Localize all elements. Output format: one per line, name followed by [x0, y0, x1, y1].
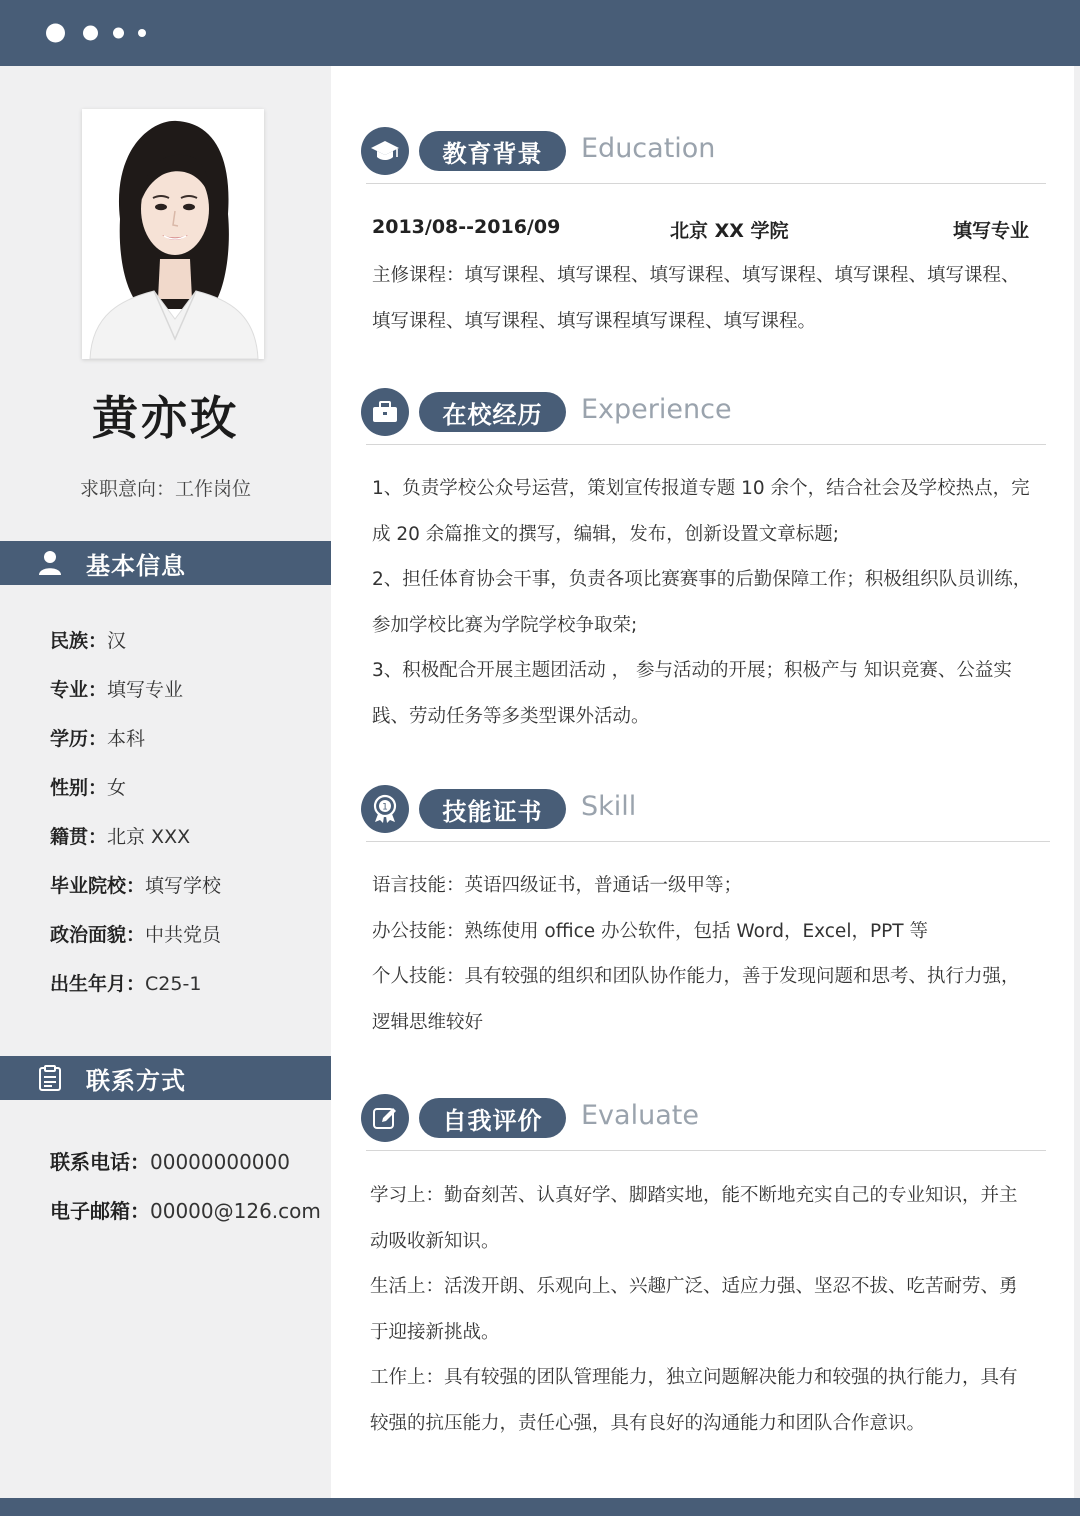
text-line: 动吸收新知识。	[370, 1230, 500, 1252]
dot-icon	[113, 28, 124, 39]
text-line: 于迎接新挑战。	[370, 1321, 500, 1343]
education-title: 教育背景	[419, 131, 566, 171]
clipboard-icon	[34, 1062, 66, 1094]
text-line: 2、担任体育协会干事，负责各项比赛赛事的后勤保障工作；积极组织队员训练，	[372, 569, 1032, 590]
info-key: 出生年月：	[50, 973, 146, 995]
svg-text:1: 1	[382, 802, 388, 813]
text-line: 逻辑思维较好	[372, 1011, 484, 1033]
text-line: 1、负责学校公众号运营，策划宣传报道专题 10 余个，结合社会及学校热点，完	[372, 478, 1030, 499]
info-gender	[50, 773, 126, 800]
graduation-cap-icon	[361, 127, 409, 175]
contact-value: 00000000000	[150, 1150, 290, 1174]
info-hometown	[50, 822, 190, 849]
evaluate-content	[370, 1173, 1042, 1446]
info-value: 女	[107, 777, 127, 799]
education-school: 北京 XX 学院	[670, 220, 789, 242]
evaluate-header	[361, 1094, 1046, 1144]
info-ethnicity	[50, 626, 126, 653]
skill-title: 技能证书	[419, 789, 566, 829]
contact-key: 联系电话：	[50, 1150, 150, 1174]
info-key: 民族：	[50, 630, 108, 652]
text-line: 主修课程：填写课程、填写课程、填写课程、填写课程、填写课程、填写课程、	[372, 265, 1020, 286]
info-value: 北京 XXX	[107, 826, 191, 848]
text-line: 较强的抗压能力，责任心强，具有良好的沟通能力和团队合作意识。	[370, 1412, 926, 1434]
education-major: 填写专业	[953, 220, 1030, 242]
basic-info-title: 基本信息	[86, 551, 186, 580]
text-line: 办公技能：熟练使用 office 办公软件，包括 Word，Excel，PPT 等	[372, 920, 928, 942]
info-key: 学历：	[50, 728, 108, 750]
dot-icon	[83, 26, 98, 41]
info-value: 中共党员	[145, 924, 222, 946]
user-icon	[34, 547, 66, 579]
top-bar	[0, 0, 1080, 66]
education-period: 2013/08--2016/09	[372, 216, 561, 238]
skill-content	[372, 863, 1044, 1045]
info-birth	[50, 969, 201, 996]
info-political	[50, 920, 221, 947]
info-key: 籍贯：	[50, 826, 108, 848]
info-value: 填写专业	[107, 679, 184, 701]
education-row	[372, 212, 1032, 246]
evaluate-en-title: Evaluate	[581, 1100, 699, 1131]
contact-phone	[50, 1146, 290, 1175]
bottom-bar	[0, 1498, 1080, 1516]
contact-value: 00000@126.com	[150, 1199, 321, 1223]
experience-header	[361, 388, 1046, 438]
dot-icon	[138, 29, 146, 37]
job-intent: 求职意向：工作岗位	[79, 478, 251, 500]
info-degree	[50, 724, 145, 751]
evaluate-divider	[366, 1150, 1046, 1151]
text-line: 学习上：勤奋刻苦、认真好学、脚踏实地，能不断地充实自己的专业知识，并主	[370, 1185, 1018, 1206]
edit-icon	[361, 1094, 409, 1142]
info-value: 填写学校	[145, 875, 222, 897]
info-major	[50, 675, 183, 702]
text-line: 填写课程、填写课程、填写课程填写课程、填写课程。	[372, 310, 817, 332]
person-name: 黄亦玫	[92, 391, 239, 445]
briefcase-icon	[361, 388, 409, 436]
evaluate-title: 自我评价	[419, 1098, 566, 1138]
info-key: 性别：	[50, 777, 108, 799]
info-value: 汉	[107, 630, 127, 652]
text-line: 个人技能：具有较强的组织和团队协作能力，善于发现问题和思考、执行力强，	[372, 966, 1020, 987]
dot-icon	[46, 24, 65, 43]
contact-email	[50, 1195, 321, 1224]
info-value: C25-1	[145, 973, 202, 995]
text-line: 3、积极配合开展主题团活动 ， 参与活动的开展；积极产与 知识竞赛、公益实	[372, 660, 1012, 681]
info-key: 政治面貌：	[50, 924, 146, 946]
text-line: 语言技能：英语四级证书，普通话一级甲等；	[372, 875, 743, 896]
text-line: 生活上：活泼开朗、乐观向上、兴趣广泛、适应力强、坚忍不拔、吃苦耐劳、勇	[370, 1276, 1018, 1297]
experience-content	[372, 466, 1044, 739]
text-line: 参加学校比赛为学院学校争取荣;	[372, 614, 638, 636]
text-line: 践、劳动任务等多类型课外活动。	[372, 705, 650, 727]
info-value: 本科	[107, 728, 146, 750]
contact-key: 电子邮箱：	[50, 1199, 150, 1223]
experience-en-title: Experience	[581, 394, 732, 425]
text-line: 成 20 余篇推文的撰写，编辑，发布，创新设置文章标题;	[372, 523, 840, 545]
education-divider	[366, 183, 1046, 184]
info-key: 专业：	[50, 679, 108, 701]
education-header	[361, 127, 1046, 177]
experience-title: 在校经历	[419, 392, 566, 432]
contact-title: 联系方式	[86, 1066, 186, 1095]
skill-en-title: Skill	[581, 791, 637, 822]
info-school	[50, 871, 221, 898]
profile-photo	[82, 109, 264, 359]
basic-info-header	[0, 541, 331, 585]
right-edge-strip	[1074, 66, 1080, 1498]
experience-divider	[366, 444, 1046, 445]
text-line: 工作上：具有较强的团队管理能力，独立问题解决能力和较强的执行能力，具有	[370, 1367, 1018, 1388]
skill-header	[361, 785, 1046, 835]
education-courses	[372, 253, 1044, 344]
education-en-title: Education	[581, 133, 716, 164]
info-key: 毕业院校：	[50, 875, 146, 897]
contact-header	[0, 1056, 331, 1100]
skill-divider	[366, 841, 1050, 842]
award-icon	[361, 785, 409, 833]
